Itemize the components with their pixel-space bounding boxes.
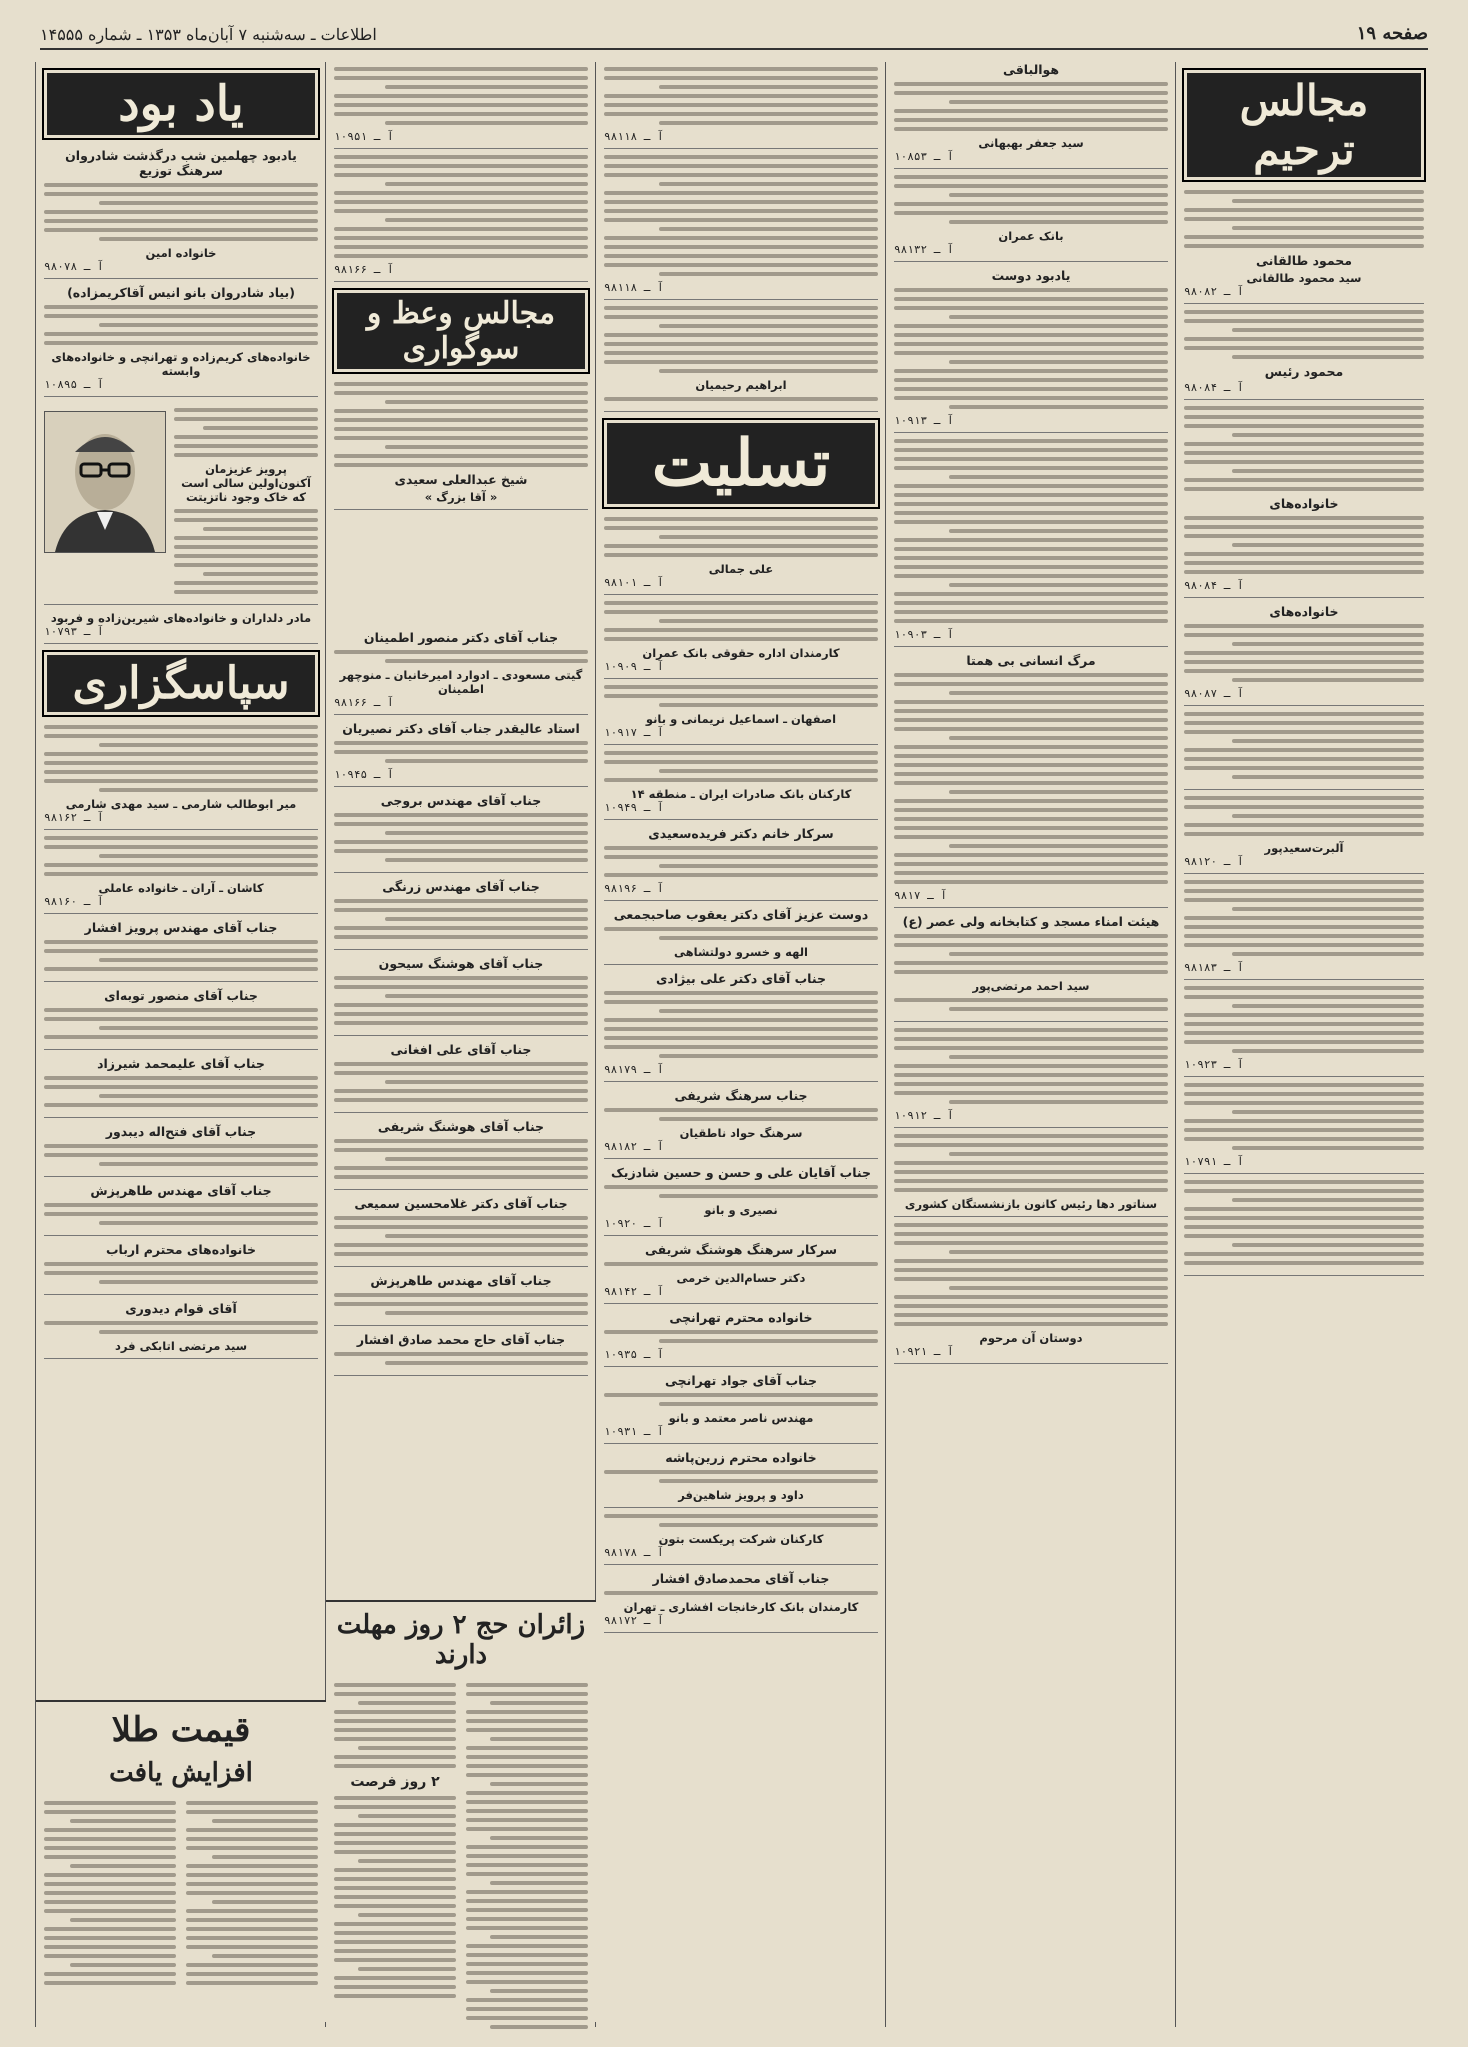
notice-title: یادبود چهلمین شب درگذشت شادروان سرهنگ توزیع bbox=[65, 148, 297, 178]
notice-title: هوالباقی bbox=[1002, 62, 1060, 77]
notice-title: جناب آقای هوشنگ شریفی bbox=[377, 1119, 545, 1134]
page-header bbox=[40, 14, 1428, 50]
notice bbox=[44, 1183, 318, 1236]
notice-title: شیخ عبدالعلی سعیدی bbox=[394, 472, 528, 487]
section-banner-majales-vaz: مجالس وعظ و سوگواری bbox=[332, 288, 590, 374]
notice-title: خانواده محترم تهرانچی bbox=[669, 1310, 813, 1325]
notice-title: استاد عالیقدر جناب آقای دکتر نصیریان bbox=[342, 721, 580, 736]
notice bbox=[1184, 190, 1424, 304]
notice-title: سرکار خانم دکتر فریده‌سعیدی bbox=[648, 826, 834, 841]
notice-code: آ ـ ۹۸۱۸۳ bbox=[1184, 961, 1244, 974]
gold-headline: قیمت طلا bbox=[111, 1710, 251, 1750]
notice-title: خانواده محترم زرین‌پاشه bbox=[665, 1450, 817, 1465]
notice bbox=[44, 1301, 318, 1359]
notice-signature: علی جمالی bbox=[708, 562, 774, 576]
notice bbox=[604, 685, 878, 745]
notice bbox=[44, 725, 318, 830]
notice-title: جناب آقای جواد تهرانچی bbox=[665, 1373, 817, 1388]
notice-signature: الهه و خسرو دولتشاهی bbox=[674, 945, 808, 959]
notice-signature: دوستان آن مرحوم bbox=[979, 1331, 1083, 1345]
notice bbox=[44, 1124, 318, 1177]
notice bbox=[334, 382, 588, 510]
notice bbox=[334, 1332, 588, 1376]
notice-code: آ ـ ۹۸۱۷۲ bbox=[604, 1614, 664, 1627]
notice-signature: کارمندان اداره حقوقی بانک عمران bbox=[642, 646, 840, 660]
notice bbox=[604, 1165, 878, 1236]
notice-title: جناب آقای حاج محمد صادق افشار bbox=[356, 1332, 566, 1347]
hajj-headline: زائران حج ۲ روز مهلت دارند bbox=[336, 1610, 586, 1670]
notice bbox=[44, 920, 318, 982]
notice bbox=[1184, 1180, 1424, 1276]
section-banner-yadbood: یاد بود bbox=[42, 68, 320, 140]
portrait-photo bbox=[44, 411, 166, 553]
notice bbox=[894, 62, 1168, 169]
notice-title: جناب آقای دکتر غلامحسین سمیعی bbox=[354, 1196, 568, 1211]
notice-title: سرکار سرهنگ هوشنگ شریفی bbox=[644, 1242, 838, 1257]
notice bbox=[894, 268, 1168, 433]
notice bbox=[1184, 406, 1424, 598]
notice bbox=[334, 67, 588, 149]
gold-subhead: افزایش یافت bbox=[109, 1758, 253, 1788]
notice-signature: میر ابوطالب شارمی ـ سید مهدی شارمی bbox=[65, 797, 297, 811]
notice-code: آ ـ ۹۸۱۳۲ bbox=[894, 243, 954, 256]
notice bbox=[334, 155, 588, 282]
notice-code: آ ـ ۱۰۹۰۳ bbox=[894, 628, 954, 641]
notice-signature: سید احمد مرتضی‌پور bbox=[972, 979, 1090, 993]
notice-signature: خانواده امین bbox=[145, 246, 217, 260]
notice bbox=[604, 826, 878, 901]
notice bbox=[604, 1450, 878, 1508]
notice-signature: داود و پرویز شاهین‌فر bbox=[678, 1488, 804, 1502]
notice-code: آ ـ ۱۰۹۰۹ bbox=[604, 660, 664, 673]
section-banner-majales-tarhim: مجالس ترحیم bbox=[1182, 68, 1426, 182]
notice-signature: دکتر حسام‌الدین خرمی bbox=[676, 1271, 806, 1285]
notice-code: آ ـ ۱۰۹۴۹ bbox=[604, 801, 664, 814]
notice-signature: سید مرتضی اتابکی فرد bbox=[114, 1339, 248, 1353]
notice bbox=[44, 1056, 318, 1118]
notice-signature: سرهنگ حواد ناطقیان bbox=[679, 1126, 803, 1140]
notice-title: جناب آقای علیمحمد شیرزاد bbox=[97, 1056, 265, 1071]
notice bbox=[604, 1373, 878, 1444]
notice bbox=[604, 155, 878, 300]
notice bbox=[334, 1042, 588, 1113]
notice-signature: کارکنان بانک صادرات ایران ـ منطقه ۱۴ bbox=[630, 787, 852, 801]
notice-title: خانواده‌های bbox=[1269, 604, 1339, 619]
masthead: اطلاعات ـ سه‌شنبه ۷ آبان‌ماه ۱۳۵۳ ـ شماره ۱۴۵۵۵ bbox=[40, 25, 377, 44]
notice bbox=[604, 1242, 878, 1304]
notice-code: آ ـ ۱۰۸۵۳ bbox=[894, 150, 954, 163]
column-2 bbox=[885, 62, 1176, 2027]
notice-title: خانواده‌های محترم ارباب bbox=[105, 1242, 257, 1257]
notice-signature: سید جعفر بهبهانی bbox=[978, 136, 1084, 150]
hajj-article bbox=[326, 1600, 596, 2022]
notice-code: آ ـ ۱۰۷۹۱ bbox=[1184, 1155, 1244, 1168]
notice-title: محمود طالقانی bbox=[1256, 253, 1352, 268]
notice-title: جناب آقای مهندس زرنگی bbox=[382, 879, 540, 894]
notice bbox=[334, 793, 588, 873]
notice-signature: سید محمود طالقانی bbox=[1246, 271, 1362, 285]
notice bbox=[604, 907, 878, 965]
notice bbox=[334, 630, 588, 715]
notice-title: خانواده‌های bbox=[1269, 496, 1339, 511]
notice-title: یادبود دوست bbox=[991, 268, 1071, 283]
notice bbox=[894, 1223, 1168, 1364]
notice bbox=[1184, 1083, 1424, 1174]
hajj-subhead: ۲ روز فرصت bbox=[350, 1774, 440, 1790]
notice-code: آ ـ ۹۸۰۸۴ bbox=[1184, 579, 1244, 592]
page-number: صفحه ۱۹ bbox=[1356, 23, 1428, 44]
notice-code: آ ـ ۱۰۹۱۷ bbox=[604, 726, 664, 739]
notice-title: جناب آقای مهندس طاهرپزش bbox=[90, 1183, 272, 1198]
notice-title: جناب آقای دکتر علی بیژادی bbox=[656, 971, 826, 986]
notice bbox=[1184, 712, 1424, 790]
column-1 bbox=[1175, 62, 1432, 2027]
notice-signature: اصفهان ـ اسماعیل نریمانی و بانو bbox=[645, 712, 837, 726]
notice-code: آ ـ ۱۰۹۴۵ bbox=[334, 768, 394, 781]
notice bbox=[44, 403, 318, 605]
notice bbox=[604, 1088, 878, 1159]
notice-title: جناب آقای دکتر منصور اطمینان bbox=[363, 630, 559, 645]
notice-code: آ ـ ۹۸۱۶۰ bbox=[44, 895, 104, 908]
notice-code: آ ـ ۱۰۷۹۳ bbox=[44, 625, 104, 638]
notice-title: محمود رئیس bbox=[1264, 364, 1344, 379]
notice-code: آ ـ ۱۰۹۲۱ bbox=[894, 1345, 954, 1358]
notice-title: هیئت امناء مسجد و کتابخانه ولی عصر (ع) bbox=[902, 914, 1160, 929]
notice bbox=[894, 653, 1168, 908]
notice-code: آ ـ ۹۸۱۴۲ bbox=[604, 1285, 664, 1298]
notice-code: آ ـ ۹۸۱۱۸ bbox=[604, 281, 664, 294]
notice bbox=[334, 1273, 588, 1326]
notice-title: جناب آقای محمدصادق افشار bbox=[652, 1571, 830, 1586]
notice-code: آ ـ ۹۸۱۶۲ bbox=[44, 811, 104, 824]
notice-signature: کارمندان بانک کارخانجات افشاری ـ تهران bbox=[623, 1600, 859, 1614]
notice-code: آ ـ ۹۸۱۰۱ bbox=[604, 576, 664, 589]
notice bbox=[604, 517, 878, 595]
notice-signature: کارکنان شرکت پریکست بتون bbox=[658, 1532, 824, 1546]
notice-title: جناب آقای علی افغانی bbox=[390, 1042, 532, 1057]
notice-code: آ ـ ۹۸۱۱۸ bbox=[604, 130, 664, 143]
portrait-illustration bbox=[45, 412, 165, 552]
notice bbox=[604, 1571, 878, 1633]
notice-code: آ ـ ۹۸۱۹۶ bbox=[604, 882, 664, 895]
notice-title: جناب آقای فتح‌اله دیبدور bbox=[105, 1124, 257, 1139]
notice-code: آ ـ ۹۸۰۸۷ bbox=[1184, 687, 1244, 700]
notice-code: آ ـ ۹۸۱۷۸ bbox=[604, 1546, 664, 1559]
notice bbox=[44, 611, 318, 644]
notice bbox=[334, 956, 588, 1036]
notice bbox=[44, 148, 318, 279]
notice bbox=[894, 175, 1168, 262]
notice bbox=[894, 1028, 1168, 1128]
notice-code: آ ـ ۹۸۱۶۶ bbox=[334, 696, 394, 709]
notice-signature: نصیری و بانو bbox=[704, 1203, 778, 1217]
notice bbox=[44, 285, 318, 397]
notice-code: آ ـ ۱۰۹۳۵ bbox=[604, 1348, 664, 1361]
notice bbox=[44, 988, 318, 1050]
notice bbox=[44, 1242, 318, 1295]
notice-code: آ ـ ۹۸۱۶۶ bbox=[334, 263, 394, 276]
notice bbox=[604, 67, 878, 149]
notice-code: آ ـ ۱۰۹۵۱ bbox=[334, 130, 394, 143]
notice bbox=[1184, 604, 1424, 706]
gold-article bbox=[36, 1700, 326, 2022]
notice bbox=[604, 306, 878, 412]
notice-signature: مهندس ناصر معتمد و بانو bbox=[668, 1411, 814, 1425]
notice-code: آ ـ ۱۰۹۲۳ bbox=[1184, 1058, 1244, 1071]
notice-signature: ابراهیم رحیمیان bbox=[695, 378, 787, 392]
notice-code: آ ـ ۹۸۱۷ bbox=[894, 889, 947, 902]
notice-signature: کاشان ـ آران ـ خانواده عاملی bbox=[98, 881, 264, 895]
notice bbox=[604, 1310, 878, 1367]
notice-signature: بانک عمران bbox=[998, 229, 1064, 243]
notice-code: آ ـ ۱۰۹۲۰ bbox=[604, 1217, 664, 1230]
notice bbox=[44, 836, 318, 914]
notice bbox=[334, 879, 588, 950]
notice-signature: سناتور دها رئیس کانون بازنشستگان کشوری bbox=[904, 1197, 1158, 1211]
notice-title: (بیاد شادروان بانو انیس آقاکریمزاده) bbox=[67, 285, 295, 300]
notice-title: جناب آقای مهندس طاهرپزش bbox=[370, 1273, 552, 1288]
notice bbox=[604, 971, 878, 1082]
notice-signature: « آقا بزرگ » bbox=[424, 490, 498, 504]
notice bbox=[1184, 796, 1424, 874]
notice-signature: آلبرت‌سعیدپور bbox=[1264, 841, 1344, 855]
notice-title: جناب آقای مهندس پرویز افشار bbox=[84, 920, 278, 935]
notice bbox=[604, 1514, 878, 1565]
notice bbox=[894, 439, 1168, 647]
notice-footer: مادر دلداران و خانواده‌های شیرین‌زاده و فربود bbox=[50, 611, 312, 625]
notice-signature: خانواده‌های کریم‌زاده و تهرانچی و خانواده‌های وابسته bbox=[51, 350, 311, 378]
notice bbox=[1184, 310, 1424, 400]
notice bbox=[334, 721, 588, 787]
notice bbox=[334, 1119, 588, 1190]
notice bbox=[894, 1134, 1168, 1217]
notice-code: آ ـ ۹۸۱۷۹ bbox=[604, 1063, 664, 1076]
notice-code: آ ـ ۹۸۱۲۰ bbox=[1184, 855, 1244, 868]
notice-code: آ ـ ۹۸۱۸۲ bbox=[604, 1140, 664, 1153]
notice-title: جناب آقای مهندس بروجی bbox=[380, 793, 542, 808]
notice-signature: گیتی مسعودی ـ ادوارد امیرخانیان ـ منوچهر اطمینان bbox=[339, 668, 583, 696]
notice-code: آ ـ ۱۰۹۳۱ bbox=[604, 1425, 664, 1438]
notice-title: آقای قوام دیدوری bbox=[125, 1301, 237, 1316]
section-banner-sepasgozari: سپاسگزاری bbox=[42, 650, 320, 717]
notice-code: آ ـ ۹۸۰۸۴ bbox=[1184, 381, 1244, 394]
notice bbox=[334, 1196, 588, 1267]
notice-code: آ ـ ۱۰۹۱۲ bbox=[894, 1109, 954, 1122]
notice-title: جناب آقایان علی و حسن و حسین شادزیک bbox=[610, 1165, 872, 1180]
notice bbox=[1184, 986, 1424, 1077]
notice bbox=[1184, 880, 1424, 980]
notice-title: جناب آقای منصور توبه‌ای bbox=[104, 988, 258, 1003]
column-3 bbox=[595, 62, 886, 2027]
notice-title: جناب سرهنگ شریفی bbox=[674, 1088, 808, 1103]
notice-code: آ ـ ۱۰۹۱۳ bbox=[894, 414, 954, 427]
notice-code: آ ـ ۱۰۸۹۵ bbox=[44, 378, 104, 391]
section-banner-taslit: تسلیت bbox=[602, 418, 880, 509]
notice-code: آ ـ ۹۸۰۷۸ bbox=[44, 260, 104, 273]
notice-title: مرگ انسانی بی همتا bbox=[966, 653, 1096, 668]
notice-title: جناب آقای هوشنگ سیحون bbox=[378, 956, 544, 971]
notice-signature: پرویز عزیزمان آکنون‌اولین سالی است که خاک وجود ناتزیتت bbox=[181, 462, 311, 504]
notice-title: دوست عزیز آقای دکتر یعقوب صاحبجمعی bbox=[613, 907, 869, 922]
notice bbox=[604, 601, 878, 679]
notice bbox=[604, 751, 878, 820]
notice-code: آ ـ ۹۸۰۸۲ bbox=[1184, 285, 1244, 298]
notice bbox=[894, 914, 1168, 1022]
